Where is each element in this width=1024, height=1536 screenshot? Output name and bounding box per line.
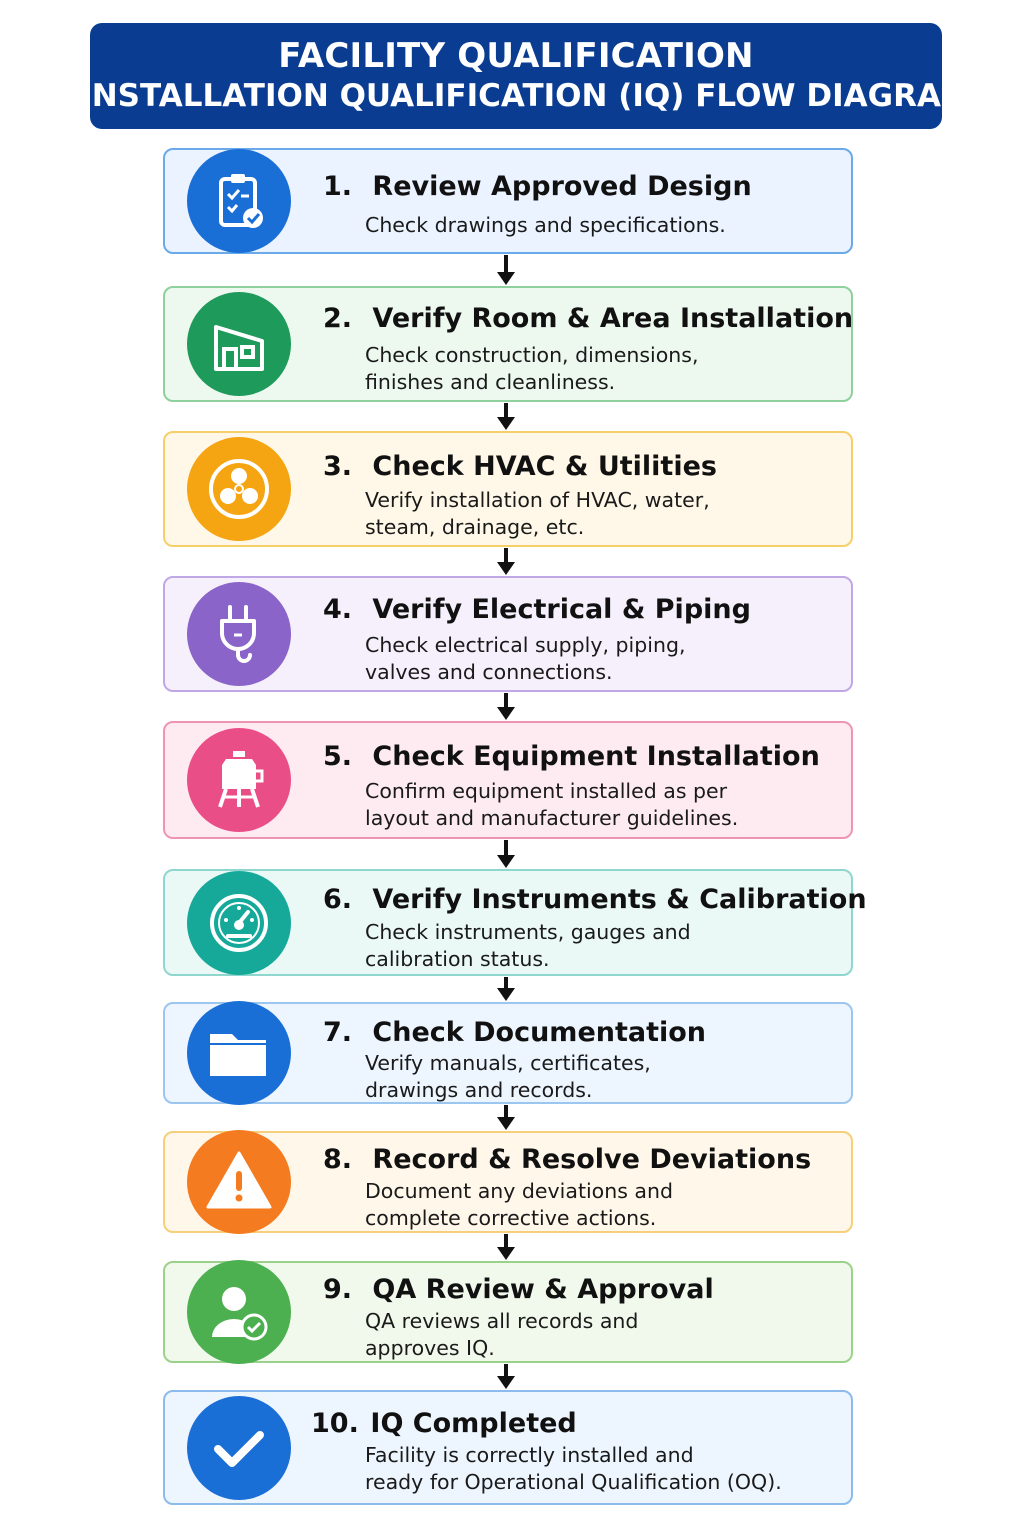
- flow-arrow: [495, 840, 517, 868]
- step-description: Check drawings and specifications.: [365, 213, 726, 237]
- step-title-text: Record & Resolve Deviations: [372, 1144, 812, 1175]
- diagram-header: [80, 23, 972, 129]
- step-description: Check electrical supply, piping, valves and connections.: [365, 633, 686, 684]
- step-number: 3.: [323, 451, 353, 482]
- step-number: 7.: [323, 1017, 353, 1048]
- step-title: [323, 1016, 706, 1050]
- step-title-text: QA Review & Approval: [372, 1274, 714, 1305]
- step-card-7: [163, 1002, 853, 1104]
- step-card-4: [163, 576, 853, 692]
- step-description: Verify manuals, certificates, drawings and records.: [365, 1051, 651, 1102]
- step-title: [323, 170, 752, 204]
- gauge-icon: [187, 871, 291, 975]
- step-description: Confirm equipment installed as per layout and manufacturer guidelines.: [365, 779, 739, 830]
- step-description: Facility is correctly installed and ready for Operational Qualification (OQ).: [365, 1443, 782, 1494]
- step-title: [311, 1407, 577, 1441]
- step-title-text: Check HVAC & Utilities: [372, 451, 717, 482]
- flow-arrow: [495, 693, 517, 720]
- step-title: [323, 1273, 714, 1307]
- header-subtitle: INSTALLATION QUALIFICATION (IQ) FLOW DIAGRAM: [80, 78, 972, 114]
- step-title-text: Check Documentation: [372, 1017, 707, 1048]
- flow-arrow: [495, 255, 517, 285]
- step-title-text: Verify Electrical & Piping: [372, 594, 751, 625]
- step-title: [323, 302, 853, 336]
- step-title: [323, 593, 751, 627]
- flow-arrow: [495, 1105, 517, 1130]
- checkmark-icon: [187, 1396, 291, 1500]
- flow-arrow: [495, 548, 517, 575]
- flow-arrow: [495, 1234, 517, 1260]
- step-title-text: Check Equipment Installation: [372, 741, 820, 772]
- step-card-3: [163, 431, 853, 547]
- step-description: Document any deviations and complete corrective actions.: [365, 1179, 673, 1230]
- step-title: [323, 740, 820, 774]
- flow-arrow: [495, 403, 517, 430]
- step-description: QA reviews all records and approves IQ.: [365, 1309, 639, 1360]
- step-title-text: Verify Instruments & Calibration: [372, 884, 867, 915]
- step-title: [323, 1143, 811, 1177]
- step-number: 10.: [311, 1408, 359, 1439]
- step-number: 8.: [323, 1144, 353, 1175]
- step-description: Verify installation of HVAC, water, steam, drainage, etc.: [365, 488, 710, 539]
- step-card-8: [163, 1131, 853, 1233]
- step-title: [323, 883, 867, 917]
- step-title-text: IQ Completed: [370, 1408, 577, 1439]
- fan-icon: [187, 437, 291, 541]
- step-number: 6.: [323, 884, 353, 915]
- step-number: 9.: [323, 1274, 353, 1305]
- step-card-6: [163, 869, 867, 976]
- step-description: Check instruments, gauges and calibration status.: [365, 920, 691, 971]
- warning-icon: [187, 1130, 291, 1234]
- step-number: 5.: [323, 741, 353, 772]
- building-icon: [187, 292, 291, 396]
- step-title: [323, 450, 717, 484]
- step-card-1: [163, 148, 853, 254]
- header-title: FACILITY QUALIFICATION: [278, 36, 754, 76]
- step-description: Check construction, dimensions, finishes and cleanliness.: [365, 343, 699, 394]
- clipboard-check-icon: [187, 149, 291, 253]
- step-card-5: [163, 721, 853, 839]
- equipment-icon: [187, 728, 291, 832]
- folder-icon: [187, 1001, 291, 1105]
- flow-arrow: [495, 1364, 517, 1389]
- user-check-icon: [187, 1260, 291, 1364]
- step-title-text: Review Approved Design: [372, 171, 752, 202]
- flow-arrow: [495, 977, 517, 1001]
- step-card-9: [163, 1261, 853, 1363]
- step-number: 4.: [323, 594, 353, 625]
- step-card-2: [163, 286, 853, 402]
- plug-icon: [187, 582, 291, 686]
- step-number: 1.: [323, 171, 353, 202]
- step-title-text: Verify Room & Area Installation: [372, 303, 854, 334]
- step-card-10: [163, 1390, 853, 1505]
- step-number: 2.: [323, 303, 353, 334]
